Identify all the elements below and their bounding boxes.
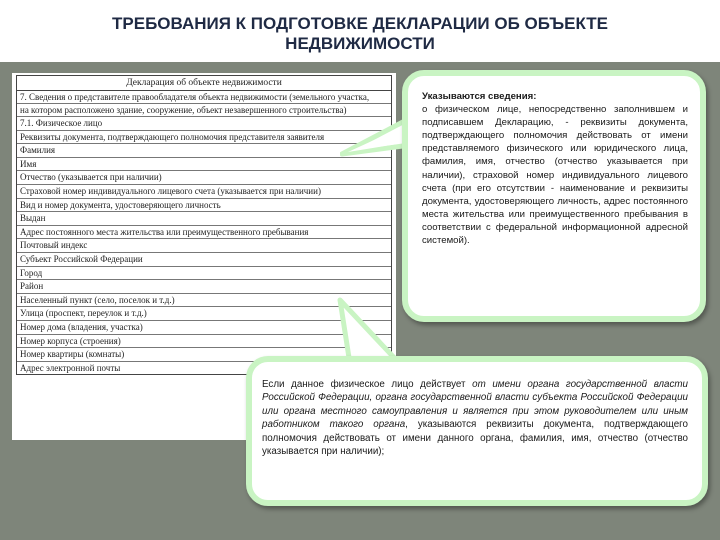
form-row: Реквизиты документа, подтверждающего полномочия представителя заявителя bbox=[17, 131, 391, 145]
callout-1 bbox=[402, 70, 706, 322]
form-row: Номер дома (владения, участка) bbox=[17, 321, 391, 335]
form-row: Адрес постоянного места жительства или преимущественного пребывания bbox=[17, 226, 391, 240]
form-row: Улица (проспект, переулок и т.д.) bbox=[17, 307, 391, 321]
form-row: 7. Сведения о представителе правообладателя объекта недвижимости (земельного участка, bbox=[17, 91, 391, 104]
callout-1-text: о физическом лице, непосредственно заполнившем и подписавшем Декларацию, - реквизиты документа, подтверждающего полномочия действовать от имени представляемого физического или юридического лица, фамилия, имя, отчество (отчество указывается при наличии), страховой номер индивидуального лицевого счета (при его отсутствии - наименование и реквизиты документа, удостоверяющего личность, адрес постоянного места жительства или преимущественного пребывания в соответствии с федеральной информационной адресной системой). bbox=[422, 104, 688, 247]
form-row: на котором расположено здание, сооружение, объект незавершенного строительства) bbox=[17, 104, 391, 117]
form-header: Декларация об объекте недвижимости bbox=[16, 75, 392, 90]
form-row: Почтовый индекс bbox=[17, 239, 391, 253]
callout-2-part-2: от имени органа государственной власти Российской Федерации, органа государственной власти субъекта Российской Федерации или органа местного самоуправления и является при этом руководителем или иным работником такого органа bbox=[262, 379, 688, 431]
callout-1-lead: Указываются сведения: bbox=[422, 91, 537, 102]
slide-title bbox=[60, 14, 660, 54]
callout-2 bbox=[246, 356, 708, 506]
form-row: 7.1. Физическое лицо bbox=[17, 117, 391, 130]
form-row: Субъект Российской Федерации bbox=[17, 253, 391, 267]
form-row: Адрес электронной почты bbox=[20, 362, 121, 373]
form-row: Фамилия bbox=[17, 144, 391, 158]
form-row: Населенный пункт (село, поселок и т.д.) bbox=[17, 294, 391, 308]
callout-2-text bbox=[262, 378, 688, 458]
callout-2-part-3: , указываются реквизиты документа, подтверждающего полномочия действовать от имени данного органа, фамилия, имя, отчество (отчество указывается при наличии); bbox=[262, 419, 688, 458]
form-row: Город bbox=[17, 267, 391, 281]
slide-title-line-1: ТРЕБОВАНИЯ К ПОДГОТОВКЕ ДЕКЛАРАЦИИ ОБ ОБЪЕКТЕ bbox=[112, 14, 608, 33]
slide-title-line-2: НЕДВИЖИМОСТИ bbox=[285, 34, 435, 53]
form-row: Номер квартиры (комнаты) bbox=[17, 348, 391, 362]
form-row: Район bbox=[17, 280, 391, 294]
form-row: Страховой номер индивидуального лицевого счета (указывается при наличии) bbox=[17, 185, 391, 199]
form-row: Отчество (указывается при наличии) bbox=[17, 171, 391, 185]
form-row: Номер корпуса (строения) bbox=[17, 335, 391, 349]
form-row: Выдан bbox=[17, 212, 391, 226]
callout-2-part-1: Если данное физическое лицо действует bbox=[262, 379, 473, 390]
form-row: Имя bbox=[17, 158, 391, 172]
form-row: Вид и номер документа, удостоверяющего личность bbox=[17, 199, 391, 213]
